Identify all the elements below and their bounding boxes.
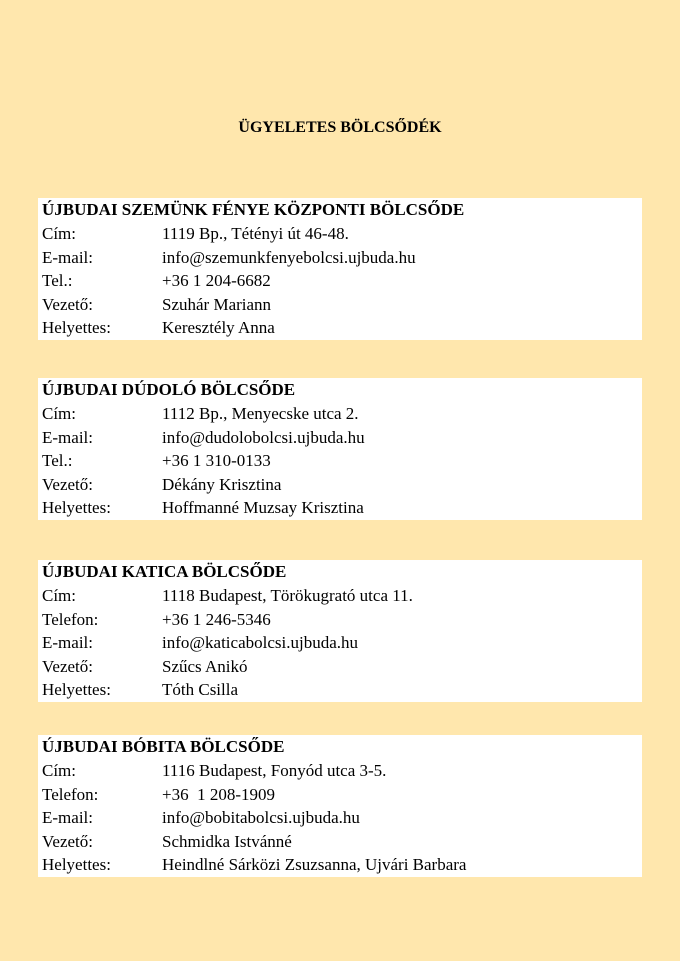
director-row [42, 830, 642, 854]
director-row [42, 293, 642, 317]
email-value: info@katicabolcsi.ujbuda.hu [162, 633, 358, 652]
deputy-value: Tóth Csilla [162, 680, 239, 699]
director-label: Vezető: [42, 294, 93, 314]
address-value: 1119 Bp., Tétényi út 46-48. [162, 224, 349, 243]
email-row [42, 246, 642, 270]
deputy-row [42, 316, 642, 340]
email-label: E-mail: [42, 247, 93, 267]
email-value: info@dudolobolcsi.ujbuda.hu [162, 427, 365, 447]
email-row [42, 426, 642, 450]
phone-row [42, 608, 642, 632]
email-value: info@bobitabolcsi.ujbuda.hu [162, 808, 360, 827]
deputy-row [42, 496, 642, 520]
phone-value: +36 1 208-1909 [162, 784, 275, 804]
nursery-name: ÚJBUDAI SZEMÜNK FÉNYE KÖZPONTI BÖLCSŐDE [42, 200, 465, 219]
deputy-label: Helyettes: [42, 855, 111, 874]
email-row [42, 631, 642, 655]
director-row [42, 655, 642, 679]
nursery-name: ÚJBUDAI BÓBITA BÖLCSŐDE [42, 737, 285, 756]
deputy-value: Heindlné Sárközi Zsuzsanna, Ujvári Barbara [162, 855, 467, 874]
address-value: 1112 Bp., Menyecske utca 2. [162, 404, 359, 423]
director-label: Vezető: [42, 656, 93, 676]
phone-value: +36 1 204-6682 [162, 271, 271, 290]
email-label: E-mail: [42, 427, 93, 447]
phone-label: Tel.: [42, 271, 73, 290]
phone-row [42, 269, 642, 293]
email-label: E-mail: [42, 633, 93, 652]
nursery-card-katica [38, 560, 642, 702]
phone-label: Telefon: [42, 784, 99, 804]
director-label: Vezető: [42, 474, 93, 494]
director-row [42, 473, 642, 497]
address-label: Cím: [42, 224, 77, 243]
director-value: Dékány Krisztina [162, 474, 282, 494]
address-value: 1116 Budapest, Fonyód utca 3-5. [162, 761, 387, 780]
deputy-label: Helyettes: [42, 680, 111, 699]
address-label: Cím: [42, 586, 77, 605]
phone-value: +36 1 246-5346 [162, 609, 271, 629]
nursery-name: ÚJBUDAI DÚDOLÓ BÖLCSŐDE [42, 380, 296, 399]
address-row [42, 222, 642, 246]
phone-row [42, 783, 642, 807]
director-value: Szuhár Mariann [162, 294, 272, 314]
address-row [42, 584, 642, 608]
email-value: info@szemunkfenyebolcsi.ujbuda.hu [162, 247, 416, 267]
nursery-name: ÚJBUDAI KATICA BÖLCSŐDE [42, 562, 287, 581]
email-label: E-mail: [42, 808, 93, 827]
address-label: Cím: [42, 761, 77, 780]
phone-row [42, 449, 642, 473]
nursery-card-szemunk-fenye [38, 198, 642, 340]
address-value: 1118 Budapest, Törökugrató utca 11. [162, 586, 413, 605]
phone-label: Tel.: [42, 451, 73, 470]
page-title: ÜGYELETES BÖLCSŐDÉK [238, 119, 442, 136]
nursery-card-dudolo [38, 378, 642, 520]
phone-label: Telefon: [42, 609, 99, 629]
address-row [42, 759, 642, 783]
deputy-label: Helyettes: [42, 498, 111, 517]
director-value: Szűcs Anikó [162, 656, 248, 676]
email-row [42, 806, 642, 830]
address-row [42, 402, 642, 426]
director-value: Schmidka Istvánné [162, 831, 292, 851]
deputy-value: Hoffmanné Muzsay Krisztina [162, 498, 364, 517]
director-label: Vezető: [42, 831, 93, 851]
phone-value: +36 1 310-0133 [162, 451, 271, 470]
address-label: Cím: [42, 404, 77, 423]
deputy-row [42, 853, 642, 877]
deputy-value: Keresztély Anna [162, 318, 275, 337]
deputy-row [42, 678, 642, 702]
nursery-card-bobita [38, 735, 642, 877]
deputy-label: Helyettes: [42, 318, 111, 337]
